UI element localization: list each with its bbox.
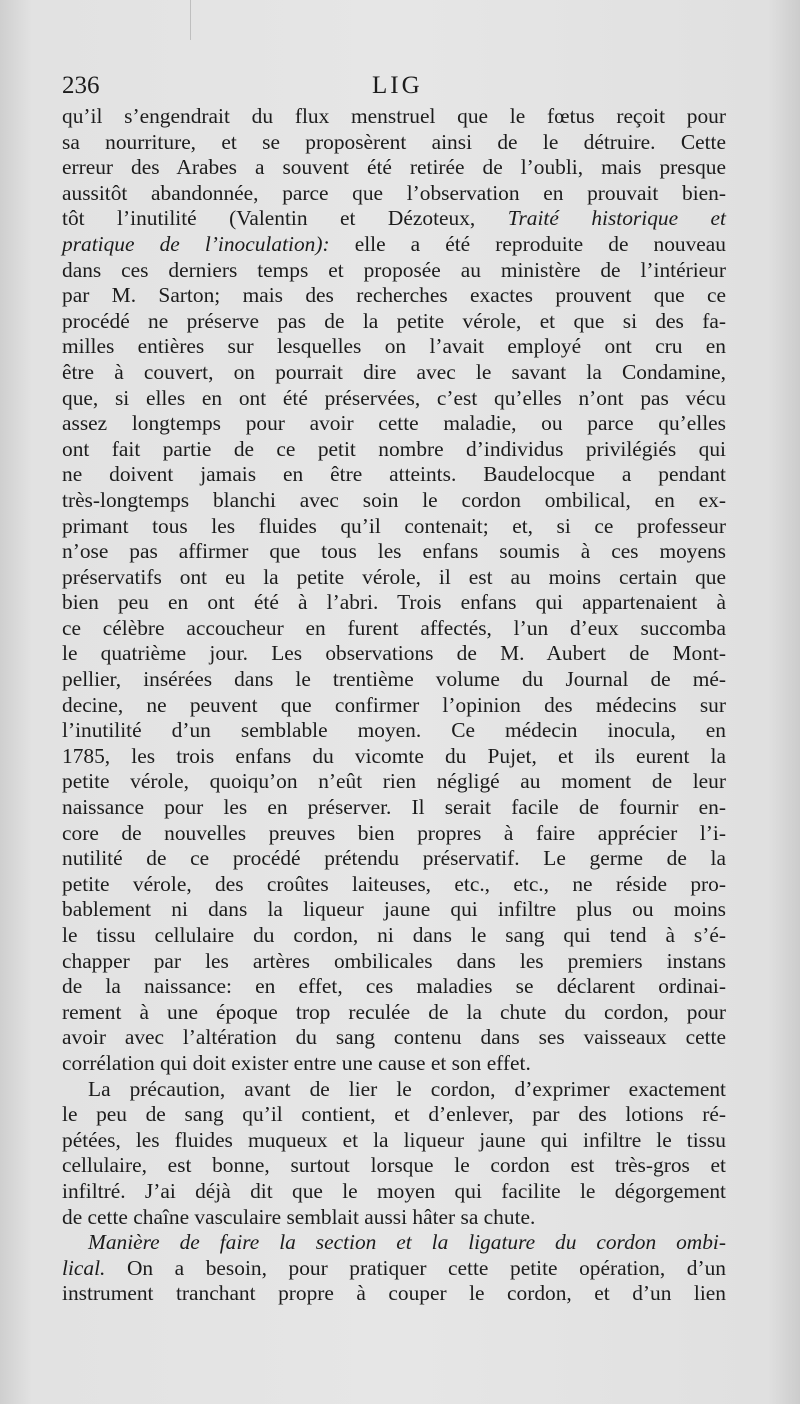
text-line: core de nouvelles preuves bien propres à faire apprécier l’i- xyxy=(62,820,726,845)
text-line: par M. Sarton; mais des recherches exactes prouvent que ce xyxy=(62,283,726,308)
text-run: tôt l’inutilité (Valentin et Dézoteux, xyxy=(62,206,476,231)
text-line: 1785, les trois enfans du vicomte du Pujet, et ils eurent la xyxy=(62,743,726,768)
text-line: rement à une époque trop reculée de la chute du cordon, pour xyxy=(62,999,726,1024)
text-line: primant tous les fluides qu’il contenait; et, si ce professeur xyxy=(62,513,726,538)
text-line: bien peu en ont été à l’abri. Trois enfans qui appartenaient à xyxy=(62,590,726,615)
text-line: petite vérole, des croûtes laiteuses, etc., etc., ne réside pro- xyxy=(62,871,726,896)
body-text xyxy=(62,104,726,1307)
text-line: naissance pour les en préserver. Il serait facile de fournir en- xyxy=(62,795,726,820)
text-line: nutilité de ce procédé prétendu préservatif. Le germe de la xyxy=(62,846,726,871)
text-line: chapper par les artères ombilicales dans les premiers instans xyxy=(62,948,726,973)
text-line: pellier, insérées dans le trentième volume du Journal de mé- xyxy=(62,667,726,692)
text-line: milles entières sur lesquelles on l’avait employé ont cru en xyxy=(62,334,726,359)
text-line: être à couvert, on pourrait dire avec le savant la Condamine, xyxy=(62,359,726,384)
text-line: pétées, les fluides muqueux et la liqueur jaune qui infiltre le tissu xyxy=(62,1127,726,1152)
text-line xyxy=(62,232,726,258)
page-number: 236 xyxy=(62,72,100,99)
text-line: l’inutilité d’un semblable moyen. Ce médecin inocula, en xyxy=(62,718,726,743)
italic-title: pratique de l’inoculation): xyxy=(62,231,330,256)
italic-title: Traité historique et xyxy=(507,206,726,231)
text-line: préservatifs ont eu la petite vérole, il est au moins certain que xyxy=(62,564,726,589)
text-line: que, si elles en ont été préservées, c’est qu’elles n’ont pas vécu xyxy=(62,385,726,410)
text-line xyxy=(62,206,726,232)
running-head: LIG xyxy=(372,72,423,99)
text-line: bablement ni dans la liqueur jaune qui infiltre plus ou moins xyxy=(62,897,726,922)
text-line: decine, ne peuvent que confirmer l’opinion des médecins sur xyxy=(62,692,726,717)
text-line: avoir avec l’altération du sang contenu dans ses vaisseaux cette xyxy=(62,1025,726,1050)
text-line: ce célèbre accoucheur en furent affectés, l’un d’eux succomba xyxy=(62,615,726,640)
text-line: ne doivent jamais en être atteints. Baudelocque a pendant xyxy=(62,462,726,487)
text-line: le tissu cellulaire du cordon, ni dans le sang qui tend à s’é- xyxy=(62,923,726,947)
text-line: le quatrième jour. Les observations de M. Aubert de Mont- xyxy=(62,641,726,666)
text-line: ont fait partie de ce petit nombre d’individus privilégiés qui xyxy=(62,436,726,461)
text-run: On a besoin, pour pratiquer cette petite opération, d’un xyxy=(126,1255,726,1280)
text-line: petite vérole, quoiqu’on n’eût rien négligé au moment de leur xyxy=(62,769,726,794)
text-line: n’ose pas affirmer que tous les enfans soumis à ces moyens xyxy=(62,539,726,564)
text-line: sa nourriture, et se proposèrent ainsi de le détruire. Cette xyxy=(62,129,726,154)
text-line: infiltré. J’ai déjà dit que le moyen qui facilite le dégorgement xyxy=(62,1178,726,1203)
text-line: corrélation qui doit exister entre une cause et son effet. xyxy=(62,1050,531,1075)
text-line: instrument tranchant propre à couper le cordon, et d’un lien xyxy=(62,1281,726,1306)
text-line: de la naissance: en effet, ces maladies se déclarent ordinai- xyxy=(62,974,726,999)
page-header xyxy=(62,68,726,102)
section-heading-end: lical. xyxy=(62,1255,106,1280)
text-line: cellulaire, est bonne, surtout lorsque le cordon est très-gros et xyxy=(62,1153,726,1178)
text-line: très-longtemps blanchi avec soin le cordon ombilical, en ex- xyxy=(62,487,726,512)
text-line: assez longtemps pour avoir cette maladie, ou parce qu’elles xyxy=(62,411,726,436)
text-line: de cette chaîne vasculaire semblait aussi hâter sa chute. xyxy=(62,1204,536,1229)
text-line: dans ces derniers temps et proposée au ministère de l’intérieur xyxy=(62,257,726,282)
text-line: qu’il s’engendrait du flux menstruel que le fœtus reçoit pour xyxy=(62,104,726,128)
page-crease xyxy=(190,0,191,40)
text-line: La précaution, avant de lier le cordon, d’exprimer exactement xyxy=(88,1076,726,1101)
text-line xyxy=(62,1256,726,1282)
text-line: erreur des Arabes a souvent été retirée de l’oubli, mais presque xyxy=(62,155,726,180)
text-line: procédé ne préserve pas de la petite vérole, et que si des fa- xyxy=(62,308,726,333)
section-heading-line: Manière de faire la section et la ligature du cordon ombi- xyxy=(88,1230,726,1255)
text-line: le peu de sang qu’il contient, et d’enlever, par des lotions ré- xyxy=(62,1102,726,1127)
text-line: aussitôt abandonnée, parce que l’observation en prouvait bien- xyxy=(62,180,726,205)
text-run: elle a été reproduite de nouveau xyxy=(354,231,726,256)
